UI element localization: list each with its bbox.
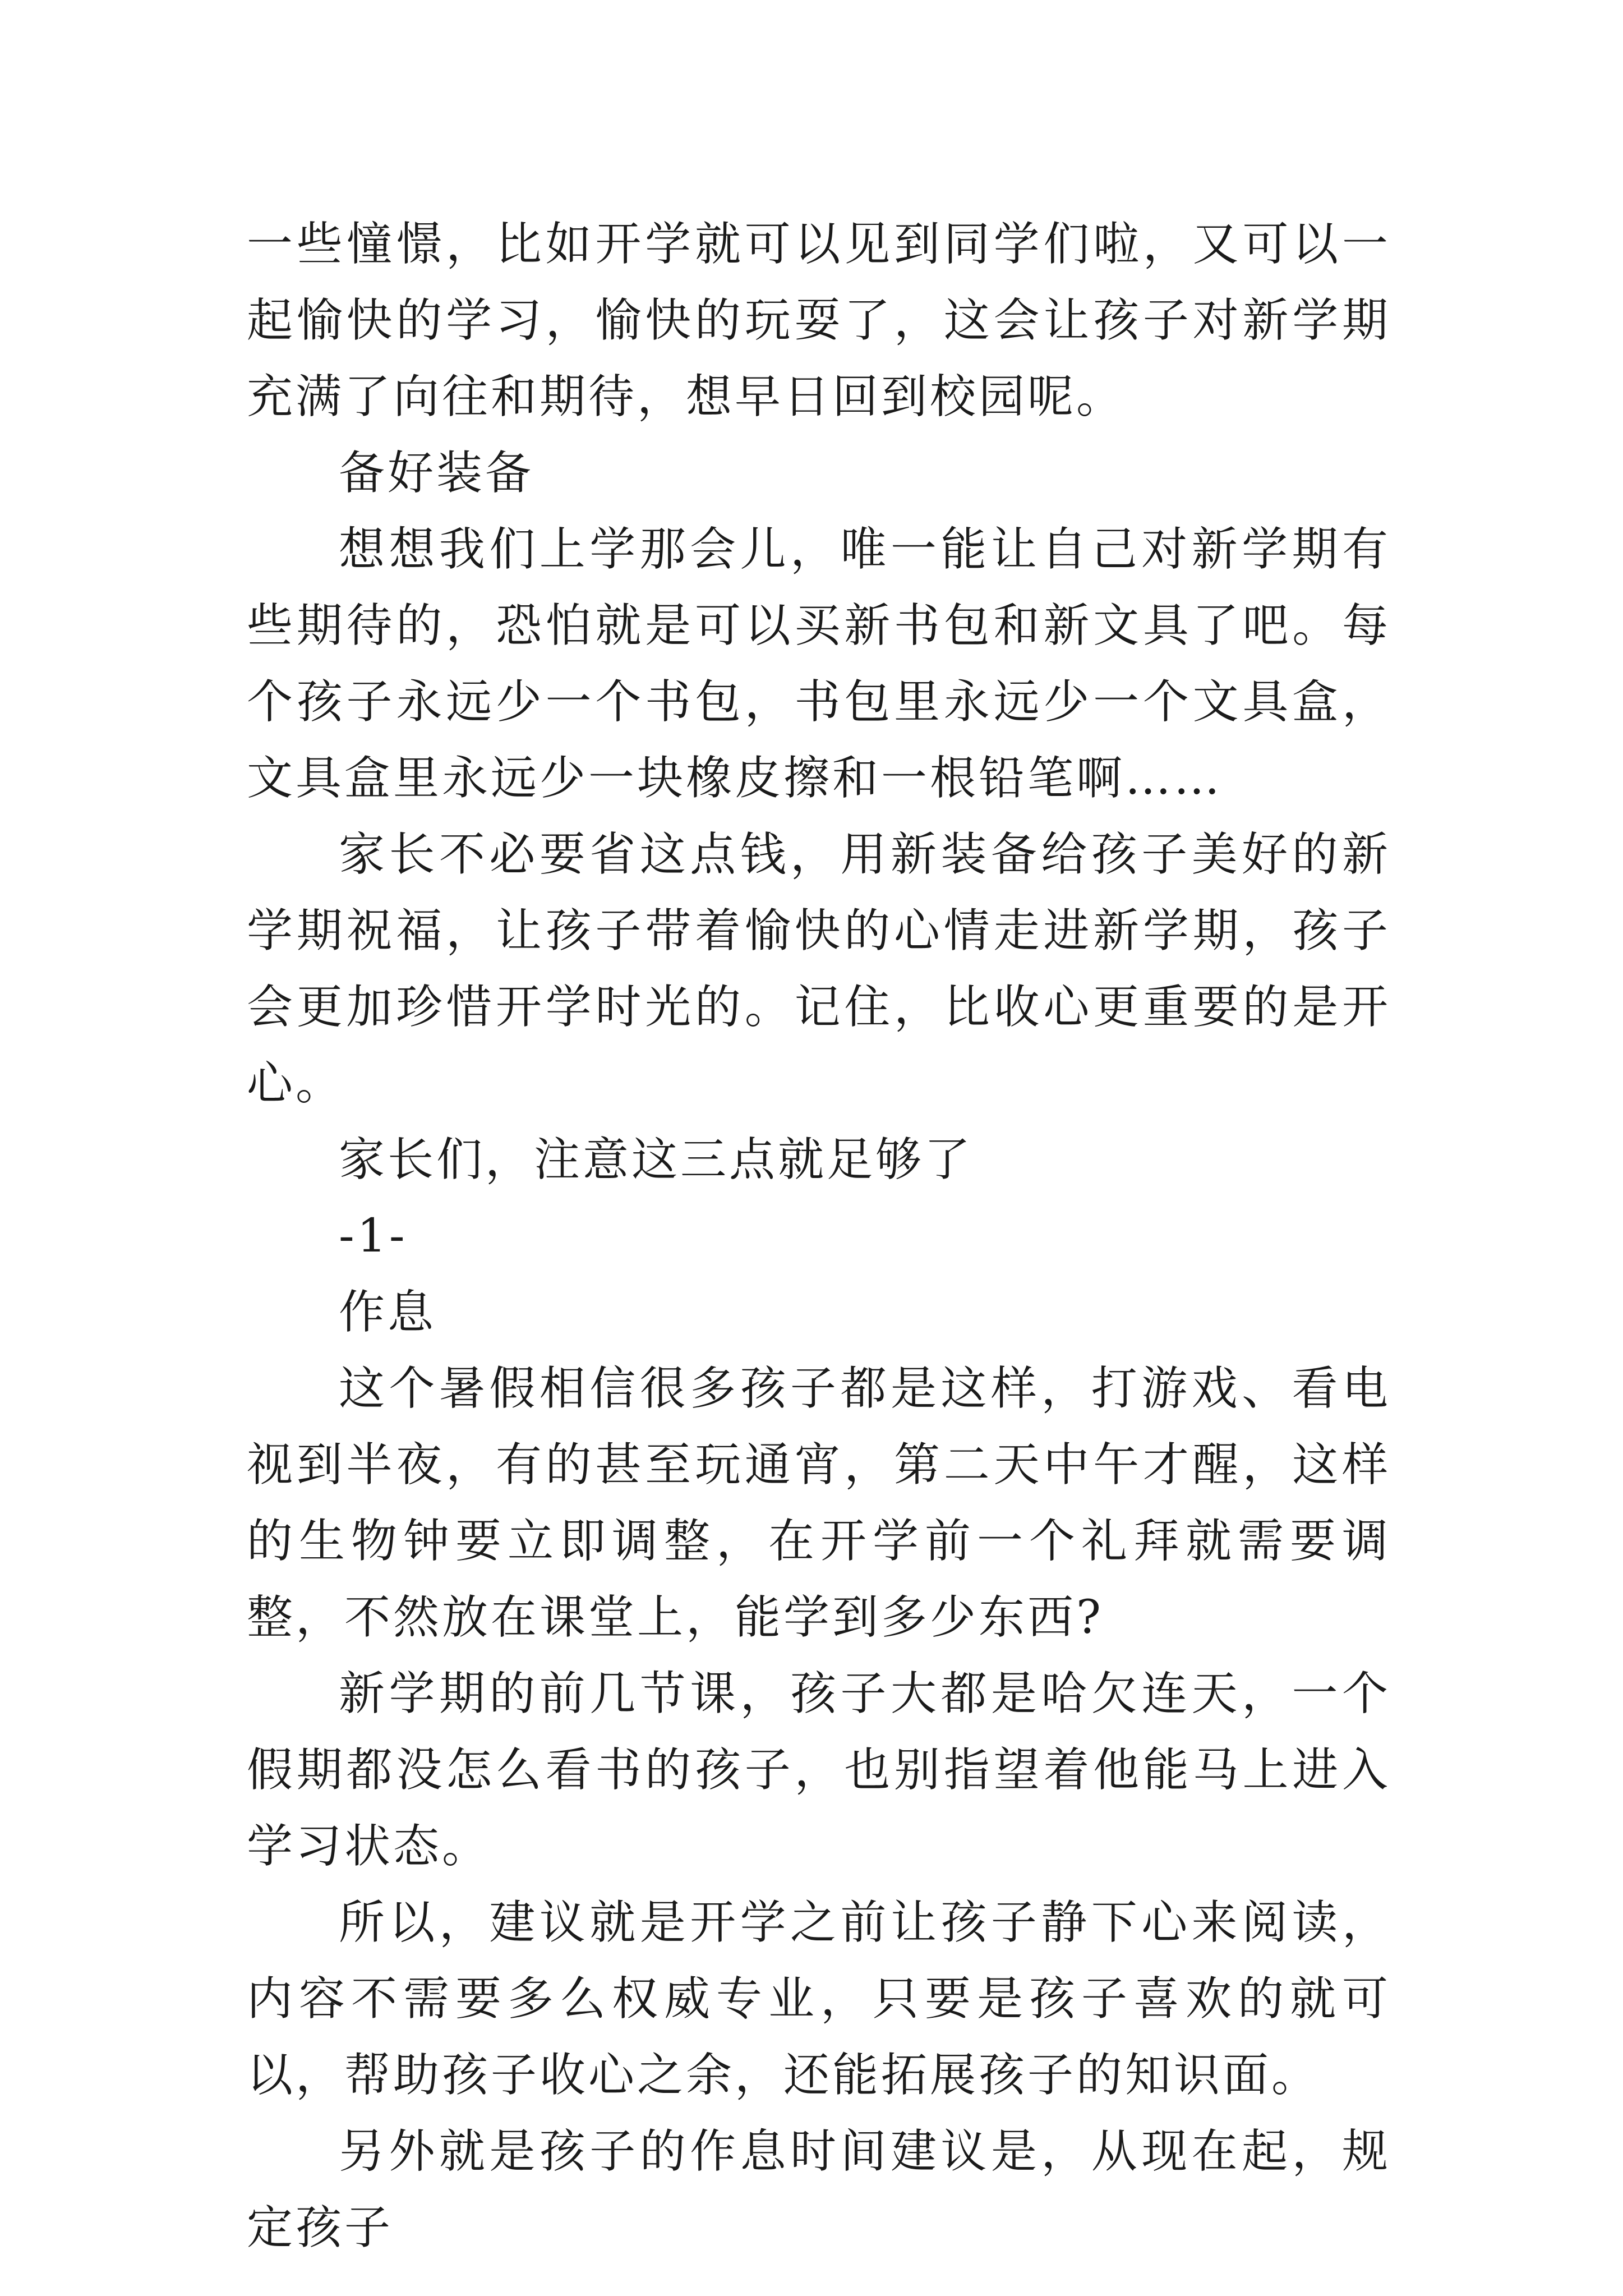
section-heading: 备好装备 <box>339 447 534 500</box>
section-heading: 作息 <box>339 1286 437 1339</box>
paragraph: 想想我们上学那会儿，唯一能让自己对新学期有些期待的，恐怕就是可以买新书包和新文具了吧。每个孩子永远少一个书包，书包里永远少一个文具盒，文具盒里永远少一块橡皮擦和一根铅笔啊…… <box>247 523 1391 805</box>
paragraph: 新学期的前几节课，孩子大都是哈欠连天，一个假期都没怎么看书的孩子，也别指望着他能马上进入学习状态。 <box>247 1667 1391 1873</box>
section-heading: 家长们，注意这三点就足够了 <box>339 1133 974 1186</box>
paragraph: 这个暑假相信很多孩子都是这样，打游戏、看电视到半夜，有的甚至玩通宵，第二天中午才醒，这样的生物钟要立即调整，在开学前一个礼拜就需要调整，不然放在课堂上，能学到多少东西? <box>247 1362 1391 1644</box>
section-number: -1- <box>339 1209 408 1263</box>
paragraph: 家长不必要省这点钱，用新装备给孩子美好的新学期祝福，让孩子带着愉快的心情走进新学期，孩子会更加珍惜开学时光的。记住，比收心更重要的是开心。 <box>247 828 1391 1110</box>
document-body <box>247 206 1391 2266</box>
paragraph: 一些憧憬，比如开学就可以见到同学们啦，又可以一起愉快的学习，愉快的玩耍了，这会让孩子对新学期充满了向往和期待，想早日回到校园呢。 <box>247 218 1391 424</box>
paragraph: 所以，建议就是开学之前让孩子静下心来阅读，内容不需要多么权威专业，只要是孩子喜欢的就可以，帮助孩子收心之余，还能拓展孩子的知识面。 <box>247 1896 1391 2102</box>
paragraph: 另外就是孩子的作息时间建议是，从现在起，规定孩子 <box>247 2125 1391 2254</box>
